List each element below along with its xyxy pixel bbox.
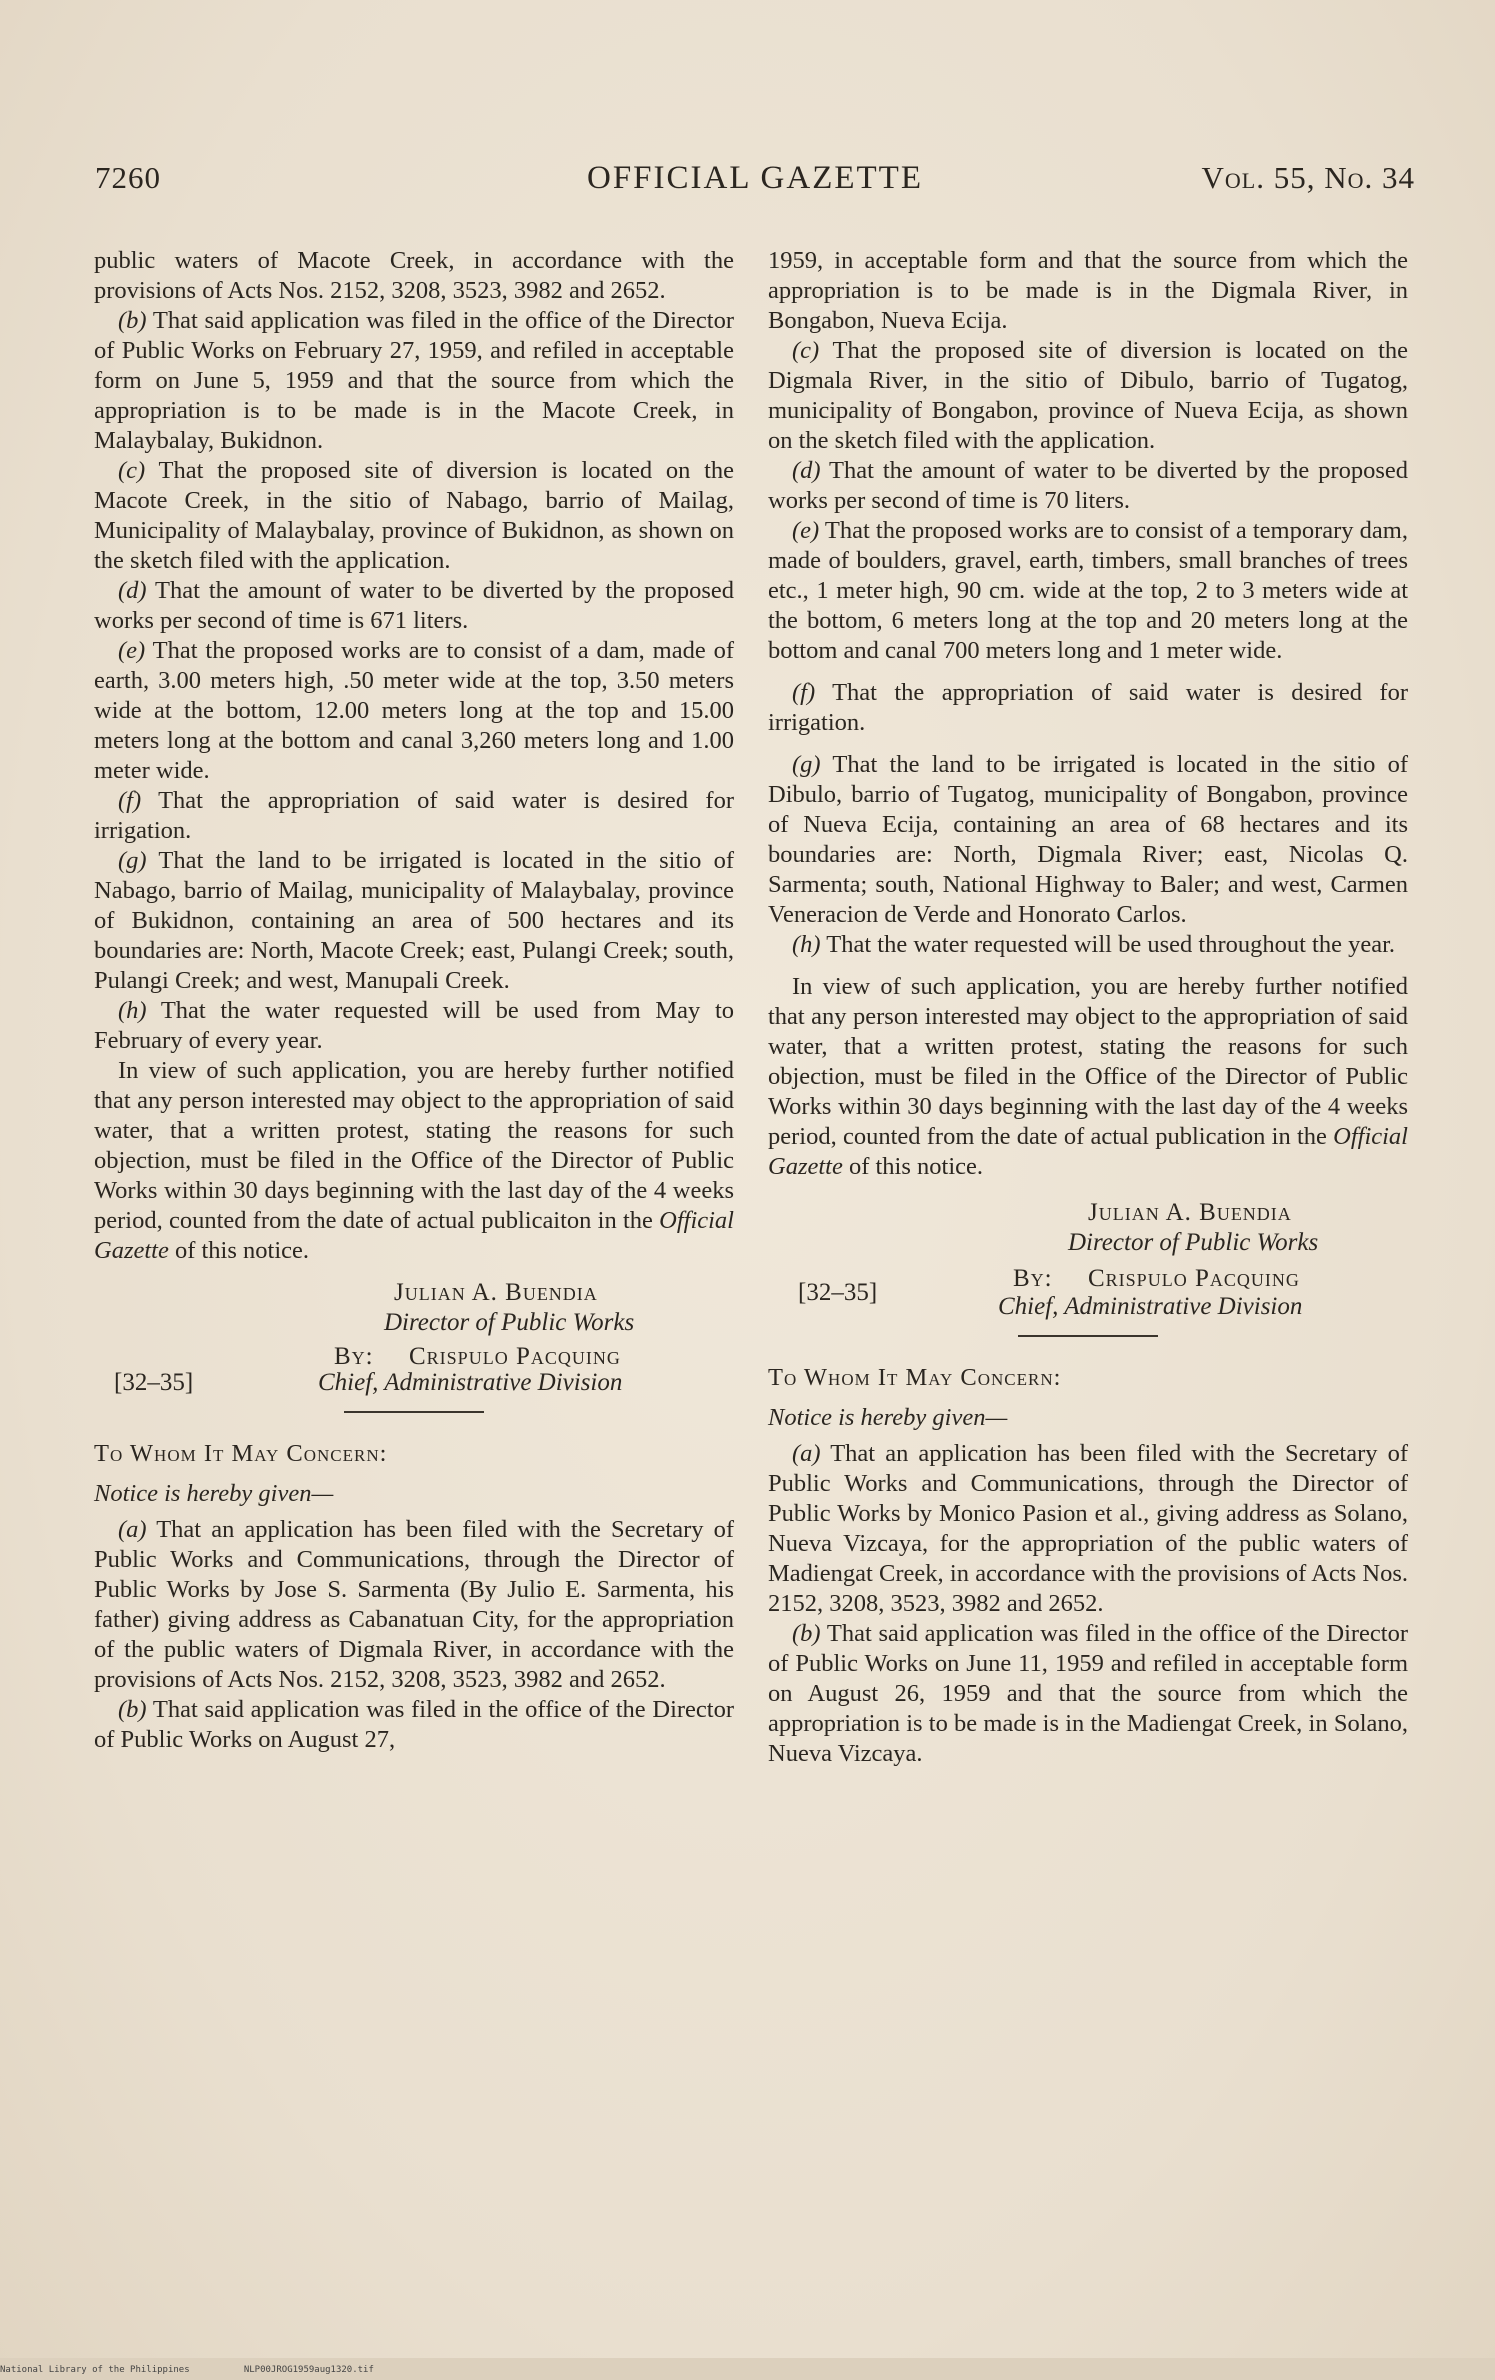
paragraph-view: In view of such application, you are hereby further notified that any person interested may object to the appropriation of said water, that a written protest, stating the reasons for such objection, must be filed in the Office of the Director of Public Works within 30 days beginning with the last day of the 4 weeks period, counted from the date of actual publicaiton in the Official Gazette of this notice. <box>94 1057 734 1264</box>
paragraph-f: (f) That the appropriation of said water is desired for irrigation. <box>94 787 734 844</box>
notice-intro: Notice is hereby given— <box>768 1404 1008 1431</box>
paragraph-a2: (a) That an application has been filed with the Secretary of Public Works and Communications, through the Director of Public Works by Jose S. Sarmenta (By Julio E. Sarmenta, his father) giving address as Cabanatuan City, for the appropriation of the public waters of Digmala River, in accordance with the provisions of Acts Nos. 2152, 3208, 3523, 3982 and 2652. <box>94 1516 734 1693</box>
section-divider <box>344 1411 484 1413</box>
issue-reference: [32–35] <box>114 1369 194 1396</box>
left-column <box>94 246 734 1755</box>
notice-intro: Notice is hereby given— <box>94 1480 334 1507</box>
signature-block <box>768 1198 1408 1320</box>
paragraph-b2: (b) That said application was filed in the office of the Director of Public Works on June 11, 1959 and refiled in acceptable form on August 26, 1959 and that the source from which the appropriation is to be made is in the Madiengat Creek, in Solano, Nueva Vizcaya. <box>768 1620 1408 1767</box>
paragraph-g: (g) That the land to be irrigated is located in the sitio of Nabago, barrio of Mailag, municipality of Malaybalay, province of Bukidnon, containing an area of 500 hectares and its boundaries are: North, Macote Creek; east, Pulangi Creek; south, Pulangi Creek; and west, Manupali Creek. <box>94 847 734 994</box>
page-header <box>95 160 1415 204</box>
signatory-by-title: Chief, Administrative Division <box>998 1293 1303 1320</box>
paragraph-a2: (a) That an application has been filed with the Secretary of Public Works and Communications, through the Director of Public Works by Monico Pasion et al., giving address as Solano, Nueva Vizcaya, for the appropriation of the public waters of Madiengat Creek, in accordance with the provisions of Acts Nos. 2152, 3208, 3523, 3982 and 2652. <box>768 1440 1408 1617</box>
section-divider <box>1018 1335 1158 1337</box>
paragraph-f: (f) That the appropriation of said water is desired for irrigation. <box>768 679 1408 736</box>
signatory-by-name: Crispulo Pacquing <box>409 1343 621 1370</box>
signatory-title: Director of Public Works <box>384 1309 635 1336</box>
paragraph-e: (e) That the proposed works are to consist of a dam, made of earth, 3.00 meters high, .50 meter wide at the top, 3.50 meters wide at the bottom, 12.00 meters long at the top and 15.00 meters long at the bottom and canal 3,260 meters long and 1.00 meter wide. <box>94 637 734 784</box>
signatory-by-title: Chief, Administrative Division <box>318 1369 623 1396</box>
paragraph-c: (c) That the proposed site of diversion is located on the Macote Creek, in the sitio of Nabago, barrio of Mailag, Municipality of Malaybalay, province of Bukidnon, as shown on the sketch filed with the application. <box>94 457 734 574</box>
paragraph-g: (g) That the land to be irrigated is located in the sitio of Dibulo, barrio of Tugatog, municipality of Bongabon, province of Nueva Ecija, containing an area of 68 hectares and its boundaries are: North, Digmala River; east, Nicolas Q. Sarmenta; south, National Highway to Baler; and west, Carmen Veneracion de Verde and Honorato Carlos. <box>768 751 1408 928</box>
paragraph-c: (c) That the proposed site of diversion is located on the Digmala River, in the sitio of Dibulo, barrio of Tugatog, municipality of Bongabon, province of Nueva Ecija, as shown on the sketch filed with the application. <box>768 337 1408 454</box>
signatory-by-label: By: <box>334 1343 374 1370</box>
signatory-by-label: By: <box>1013 1265 1053 1292</box>
signatory-name: Julian A. Buendia <box>394 1279 598 1306</box>
signatory-by-name: Crispulo Pacquing <box>1088 1265 1300 1292</box>
signature-block <box>94 1274 734 1396</box>
signatory-title: Director of Public Works <box>1068 1229 1319 1256</box>
file-name: NLP00JROG1959aug1320.tif <box>243 2365 374 2375</box>
right-column <box>768 246 1408 1769</box>
concern-heading: To Whom It May Concern: <box>94 1440 388 1467</box>
paragraph-view: In view of such application, you are hereby further notified that any person interested may object to the appropriation of said water, that a written protest, stating the reasons for such objection, must be filed in the Office of the Director of Public Works within 30 days beginning with the last day of the 4 weeks period, counted from the date of actual publication in the Official Gazette of this notice. <box>768 973 1408 1180</box>
paragraph-e: (e) That the proposed works are to consist of a temporary dam, made of boulders, gravel, earth, timbers, small branches of trees etc., 1 meter high, 90 cm. wide at the top, 2 to 3 meters wide at the bottom, 6 meters long at the top and 20 meters long at the bottom and canal 700 meters long and 1 meter wide. <box>768 517 1408 664</box>
paragraph-d: (d) That the amount of water to be diverted by the proposed works per second of time is 671 liters. <box>94 577 734 634</box>
publication-title: OFFICIAL GAZETTE <box>587 160 923 196</box>
page-number: 7260 <box>95 160 161 195</box>
concern-heading: To Whom It May Concern: <box>768 1364 1062 1391</box>
paragraph-h: (h) That the water requested will be used throughout the year. <box>792 931 1396 958</box>
paragraph-continuation: public waters of Macote Creek, in accordance with the provisions of Acts Nos. 2152, 3208, 3523, 3982 and 2652. <box>94 247 734 304</box>
signatory-name: Julian A. Buendia <box>1088 1199 1292 1226</box>
issue-reference: [32–35] <box>798 1279 878 1306</box>
paragraph-b: (b) That said application was filed in the office of the Director of Public Works on February 27, 1959, and refiled in acceptable form on June 5, 1959 and that the source from which the appropriation is to be made is in the Macote Creek, in Malaybalay, Bukidnon. <box>94 307 734 454</box>
paragraph-d: (d) That the amount of water to be diverted by the proposed works per second of time is 70 liters. <box>768 457 1408 514</box>
paragraph-b2: (b) That said application was filed in the office of the Director of Public Works on August 27, <box>94 1696 734 1753</box>
paragraph-h: (h) That the water requested will be used from May to February of every year. <box>94 997 734 1054</box>
volume-number: Vol. 55, No. 34 <box>1201 160 1415 195</box>
paragraph-continuation: 1959, in acceptable form and that the source from which the appropriation is to be made is in the Digmala River, in Bongabon, Nueva Ecija. <box>768 247 1408 334</box>
library-credit: National Library of the Philippines <box>0 2365 190 2375</box>
scan-footer <box>0 2365 374 2375</box>
